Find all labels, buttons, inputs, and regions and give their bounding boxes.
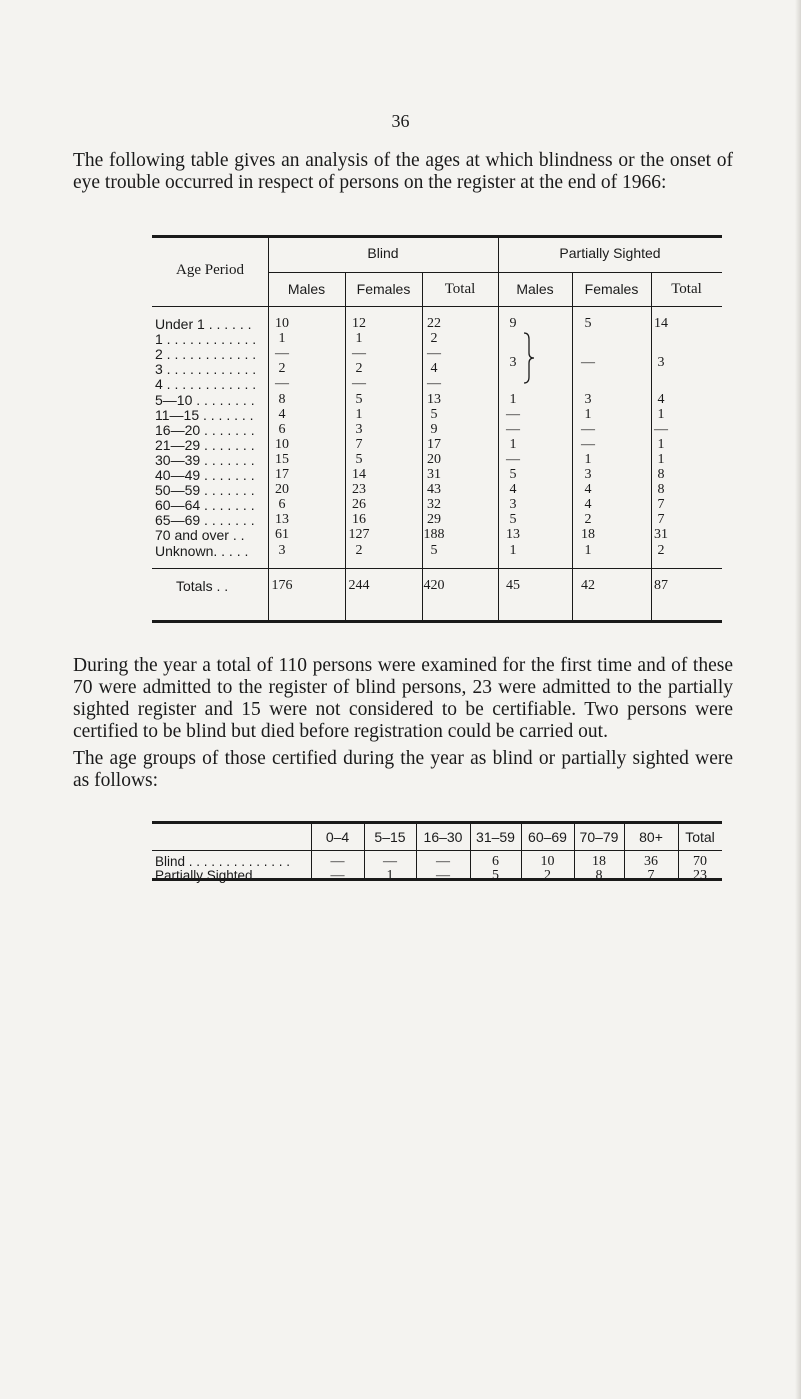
table-cell: 10 [275, 436, 289, 452]
table2-cell: 1 [386, 868, 394, 883]
table-cell: 4 [584, 497, 592, 513]
table2-cell: 7 [647, 868, 655, 883]
table-cell: 23 [352, 482, 366, 498]
row-label: 60—64 . . . . . . . [155, 497, 255, 514]
table-cell: 6 [278, 497, 286, 513]
table2-cell: 8 [595, 868, 603, 883]
row-label: 30—39 . . . . . . . [155, 451, 255, 468]
table2-header: 80+ [639, 829, 663, 845]
table-cell: 1 [509, 436, 517, 452]
table2-header: 0–4 [325, 829, 350, 845]
row-label: 50—59 . . . . . . . [155, 482, 255, 499]
total-blind-males: 176 [271, 578, 293, 593]
table-cell: 43 [427, 482, 441, 498]
table2-cell: — [436, 854, 450, 869]
table-cell: 5 [509, 512, 517, 528]
table-cell: — [427, 376, 441, 392]
row-label: 40—49 . . . . . . . [155, 467, 255, 483]
header-sub-rule [268, 272, 722, 273]
table-cell: 3 [584, 467, 592, 482]
blind-total-header: Total [444, 281, 476, 297]
table-cell: 3 [355, 421, 363, 437]
table-cell: 17 [275, 467, 289, 482]
row-label: 2 . . . . . . . . . . . . [155, 346, 257, 363]
row-label: 4 . . . . . . . . . . . . [155, 376, 257, 393]
row-label: Under 1 . . . . . . [155, 316, 252, 332]
totals-label: Totals . . [176, 578, 229, 594]
table-cell: — [506, 421, 520, 437]
table-cell: 1 [584, 542, 592, 558]
total-blind-females: 244 [348, 578, 370, 593]
table2-cell: 5 [492, 868, 499, 883]
table-cell: 14 [352, 467, 366, 482]
table-cell: 12 [352, 316, 366, 331]
table-cell: 1 [278, 331, 286, 347]
table2-cell: — [436, 868, 450, 883]
table-cell: 2 [657, 542, 665, 558]
table2-cell: 18 [592, 854, 606, 869]
table2-cell: — [383, 854, 397, 869]
totals-rule [152, 568, 722, 569]
table2-cell: 2 [544, 868, 551, 883]
table2-cell: 70 [693, 854, 707, 869]
row-label: 70 and over . . [155, 527, 245, 544]
table-cell: 7 [355, 436, 363, 452]
table-cell: 9 [509, 316, 517, 331]
examination-paragraph: During the year a total of 110 persons were examined for the first time and of these 70 were admitted to the register of blind persons, 23 were admitted to the partially sighted register and 15 were not considered to be certifiable. Two persons were certified to be blind but died before registration could be carried out. [73, 655, 733, 742]
table-cell: 5 [430, 542, 438, 558]
table-cell: 61 [275, 527, 289, 543]
table-cell: 18 [581, 527, 595, 543]
table-cell: 3 [657, 355, 665, 371]
table-cell: 6 [278, 421, 286, 437]
table-cell: 5 [355, 391, 363, 407]
table-top-rule [152, 235, 722, 238]
table2-row-label: Partially Sighted . . . . [155, 868, 283, 883]
page-number: 36 [391, 111, 410, 131]
table-cell: 8 [278, 391, 286, 407]
row-label: 5—10 . . . . . . . . [155, 391, 255, 408]
blind-females-header: Females [356, 281, 411, 297]
partial-total-header: Total [671, 281, 702, 297]
row-label: 3 . . . . . . . . . . . . [155, 361, 257, 378]
table-cell: 5 [355, 451, 363, 467]
table-cell: 31 [654, 527, 668, 543]
table2-cell: — [330, 868, 345, 883]
table-cell: 14 [654, 316, 668, 331]
table-cell: 1 [584, 451, 592, 467]
table-cell: 9 [430, 421, 438, 437]
table-cell: 5 [509, 467, 517, 482]
row-label: 21—29 . . . . . . . [155, 436, 255, 453]
table-cell: 3 [509, 355, 517, 371]
table-cell: 2 [278, 361, 286, 377]
blind-males-header: Males [287, 281, 326, 297]
table-cell: 1 [509, 391, 517, 407]
partial-females-header: Females [584, 281, 639, 297]
table-cell: 1 [657, 406, 665, 422]
table2-row-label: Blind . . . . . . . . . . . . . . [155, 854, 291, 869]
table2-header: 70–79 [579, 829, 619, 845]
table-cell: — [275, 376, 289, 392]
table-cell: 10 [275, 316, 289, 331]
table-cell: 5 [584, 316, 592, 331]
table-cell: — [352, 346, 366, 362]
table-cell: 1 [657, 451, 665, 467]
row-label: Unknown. . . . . [155, 542, 249, 559]
table2-cell: 6 [492, 854, 499, 869]
table-cell: 188 [423, 527, 445, 543]
table-cell: — [506, 451, 520, 467]
table-cell: 4 [584, 482, 592, 498]
table-cell: 2 [430, 331, 438, 347]
intro-paragraph: The following table gives an analysis of the ages at which blindness or the onset of eye trouble occurred in respect of persons on the register at the end of 1966: [73, 150, 733, 193]
table-cell: 127 [348, 527, 370, 543]
table-cell: 1 [355, 331, 363, 347]
total-blind-total: 420 [423, 578, 445, 593]
total-partial-total: 87 [654, 578, 668, 593]
table-cell: — [275, 346, 289, 362]
table-cell: 2 [355, 542, 363, 558]
table-cell: 32 [427, 497, 441, 513]
table2-cell: 10 [540, 854, 555, 869]
table2-header-rule [152, 850, 722, 851]
table-cell: 7 [657, 512, 665, 528]
table-cell: 13 [506, 527, 520, 543]
total-partial-females: 42 [581, 578, 595, 593]
table-bottom-rule [152, 620, 722, 623]
table-cell: 1 [657, 436, 665, 452]
table-cell: — [352, 376, 366, 392]
table-cell: 4 [509, 482, 517, 498]
table2-cell: 36 [644, 854, 658, 869]
row-label: 65—69 . . . . . . . [155, 512, 255, 529]
age-period-header: Age Period [176, 262, 244, 278]
table-cell: — [427, 346, 441, 362]
table-cell: 8 [657, 482, 665, 498]
table-cell: 4 [278, 406, 286, 422]
table2-header: 60–69 [528, 829, 567, 845]
table-cell: 3 [278, 542, 286, 558]
table-cell: 31 [427, 467, 441, 482]
table-cell: 13 [427, 391, 441, 407]
table-cell: — [506, 406, 520, 422]
row-label: 1 . . . . . . . . . . . . [155, 331, 257, 348]
table-cell: — [581, 355, 595, 371]
page-edge-shadow [795, 0, 801, 1399]
row-label: 11—15 . . . . . . . [155, 406, 254, 423]
table-cell: 20 [427, 451, 441, 467]
table2-header: Total [685, 829, 715, 845]
table-cell: 2 [584, 512, 592, 528]
table-cell: 5 [430, 406, 438, 422]
table-cell: 1 [509, 542, 517, 558]
table2-header: 5–15 [374, 829, 406, 845]
partially-sighted-header: Partially Sighted [559, 245, 661, 261]
table-cell: 15 [275, 451, 289, 467]
table2-cell: — [330, 854, 345, 869]
table-cell: 3 [509, 497, 517, 513]
age-groups-paragraph: The age groups of those certified during the year as blind or partially sighted were as follows: [73, 748, 733, 791]
table-cell: 17 [427, 436, 441, 452]
table-cell: 7 [657, 497, 665, 513]
table2-cell: 23 [693, 868, 707, 883]
table-cell: 16 [352, 512, 366, 528]
table-cell: 2 [355, 361, 363, 377]
table-cell: 22 [427, 316, 441, 331]
table-cell: 13 [275, 512, 289, 528]
row-label: 16—20 . . . . . . . [155, 421, 255, 438]
total-partial-males: 45 [506, 578, 520, 593]
table-cell: 26 [352, 497, 366, 513]
table-cell: 1 [355, 406, 363, 422]
table-cell: 29 [427, 512, 441, 528]
blind-header: Blind [367, 245, 399, 261]
table-cell: 20 [275, 482, 289, 498]
table-cell: 1 [584, 406, 592, 422]
table-cell: 8 [657, 467, 665, 482]
header-bottom-rule [152, 306, 722, 307]
table-cell: 4 [657, 391, 665, 407]
table2-header: 31–59 [476, 829, 515, 845]
table-cell: — [581, 421, 595, 437]
partial-males-header: Males [516, 281, 554, 297]
table-cell: 3 [584, 391, 592, 407]
table2-header: 16–30 [423, 829, 463, 845]
table-cell: 4 [430, 361, 438, 377]
table2-top-rule [152, 821, 722, 824]
table-cell: — [654, 421, 668, 437]
table-cell: — [581, 436, 595, 452]
